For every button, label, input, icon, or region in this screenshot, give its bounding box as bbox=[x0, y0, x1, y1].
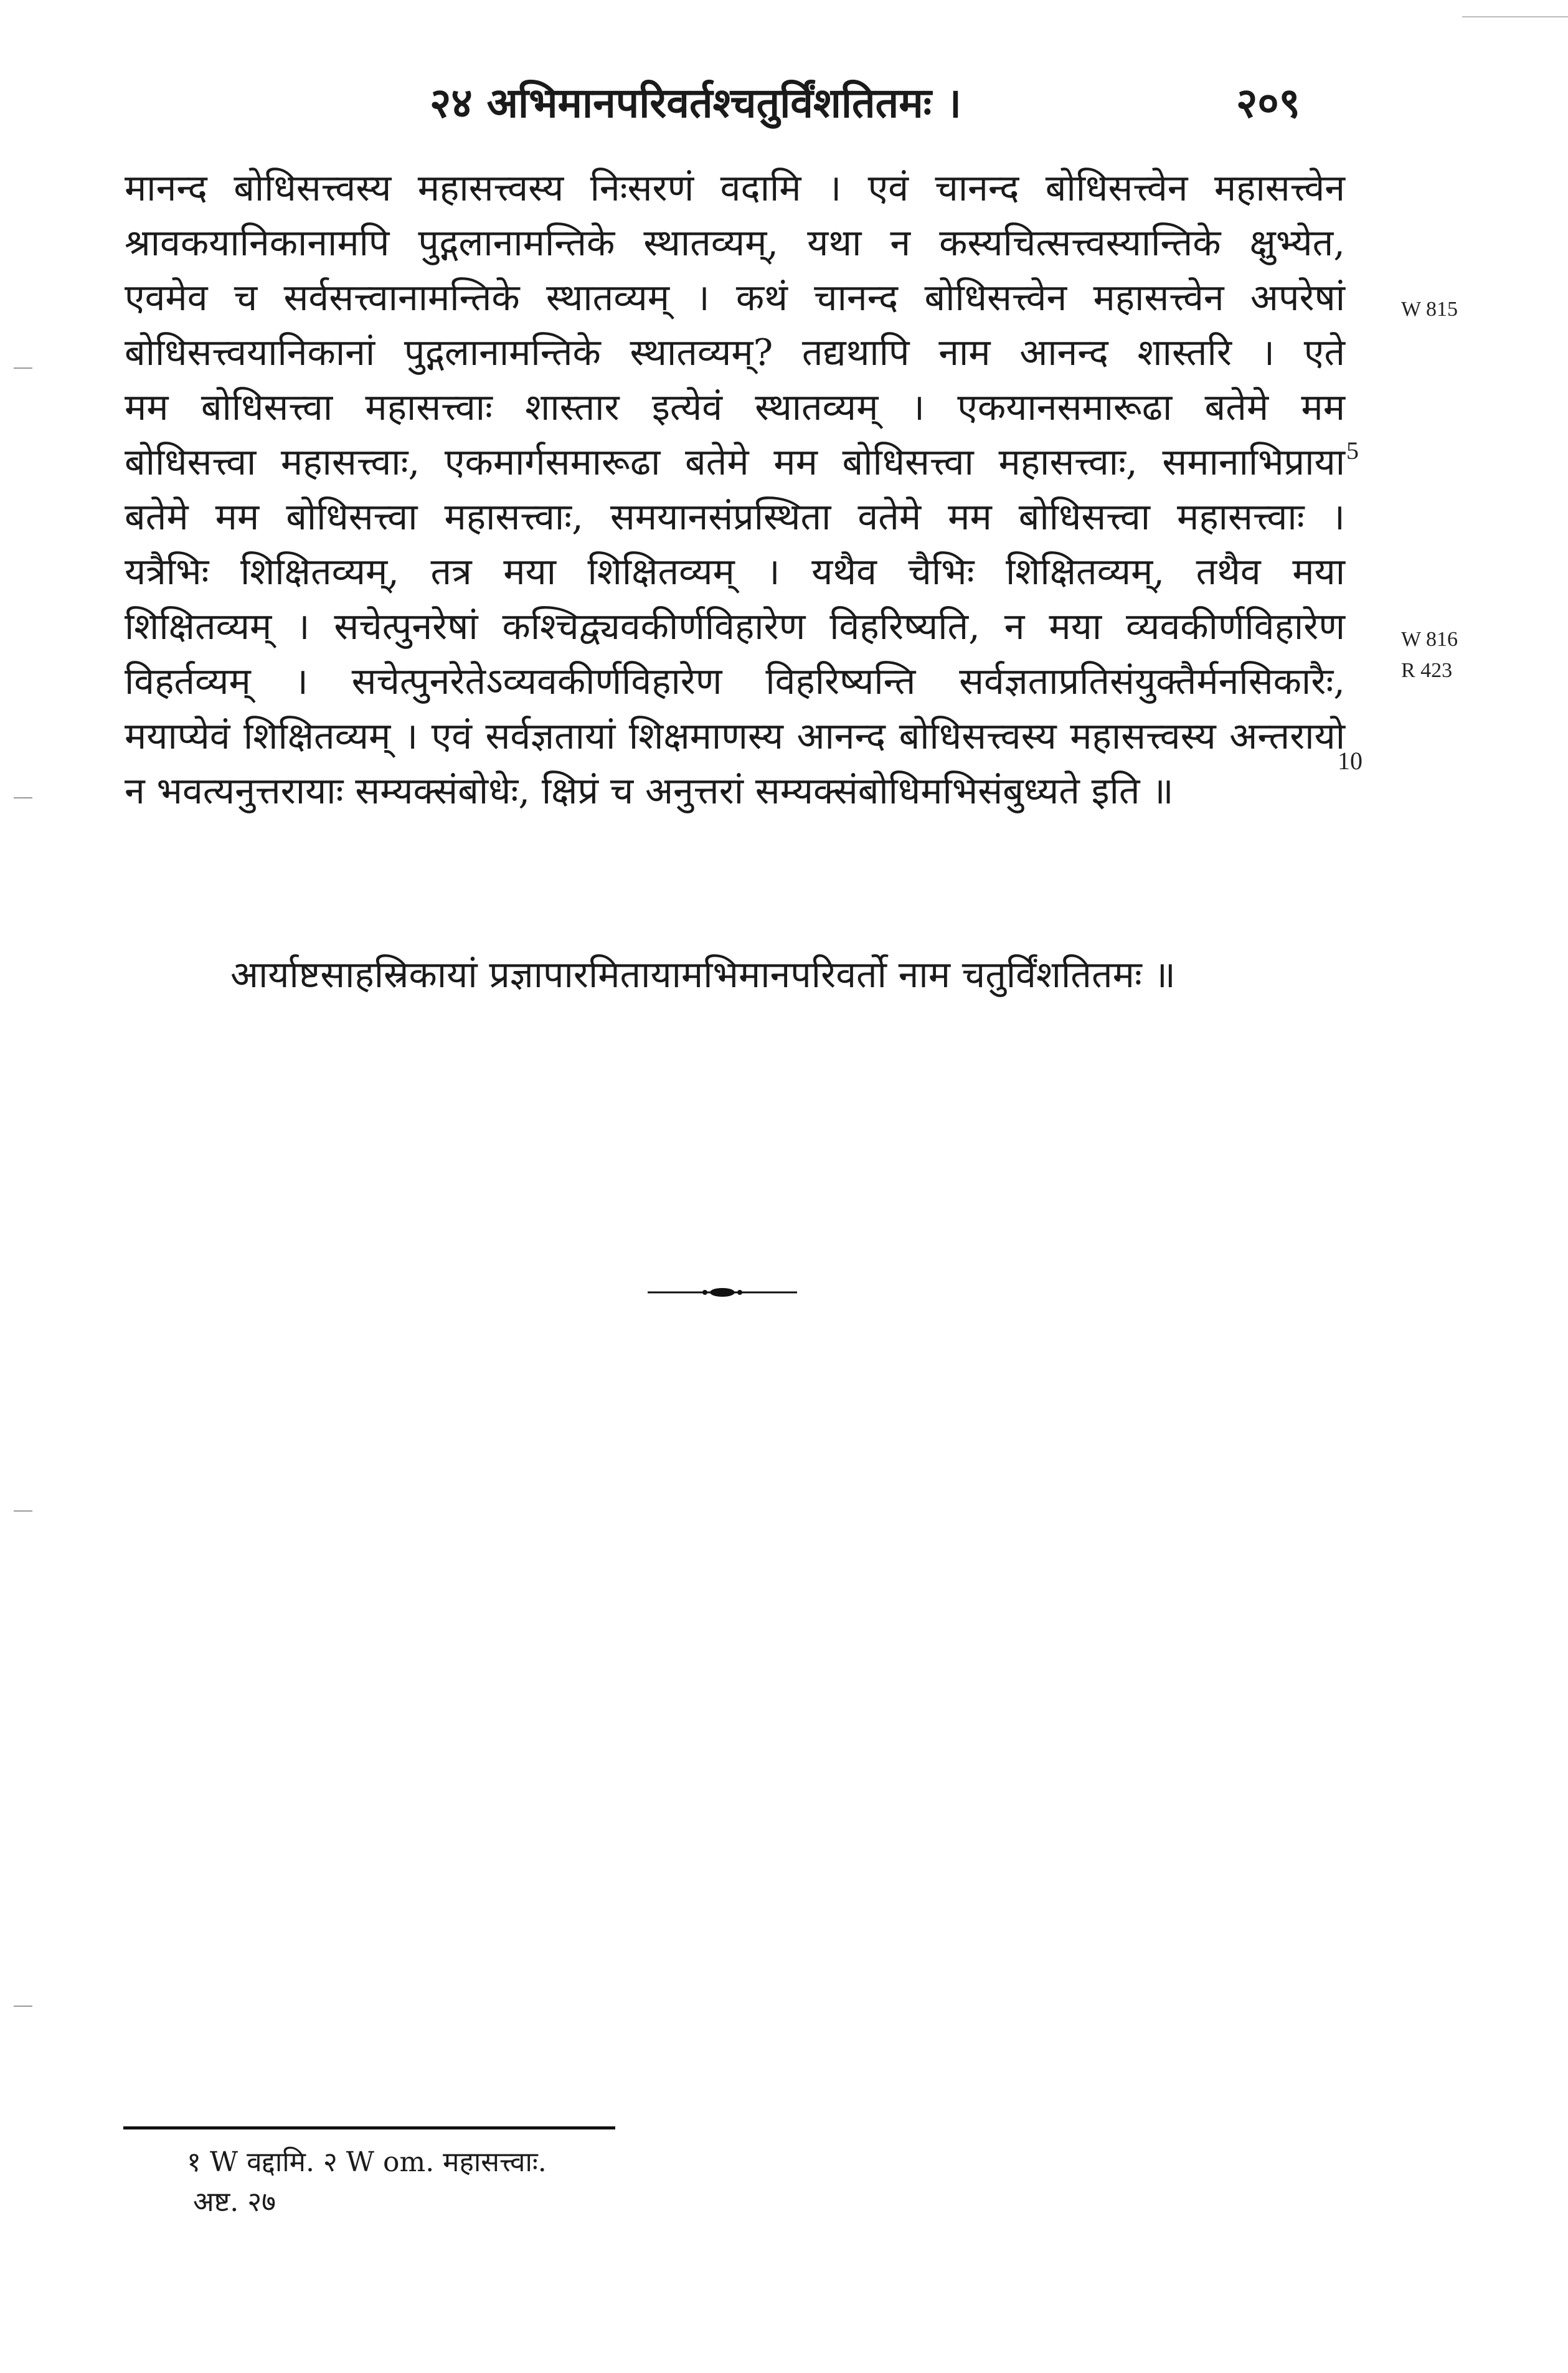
text-line: बोधिसत्त्वा महासत्त्वाः, एकमार्गसमारूढा बतेमे मम बोधिसत्त्वा महासत्त्वाः, समानाभिप्राया bbox=[125, 440, 1345, 483]
line-number-10: 10 bbox=[1338, 747, 1363, 775]
marginal-ref-w815: W 815 bbox=[1401, 298, 1458, 321]
footnote-line: १ W वद्दामि. २ W om. महासत्त्वाः. bbox=[187, 2146, 547, 2178]
text-line: मम बोधिसत्त्वा महासत्त्वाः शास्तार इत्येवं स्थातव्यम् । एकयानसमारूढा बतेमे मम bbox=[125, 386, 1345, 429]
text-line: श्रावकयानिकानामपि पुद्गलानामन्तिके स्थातव्यम्, यथा न कस्यचित्सत्त्वस्यान्तिके क्षुभ्येत, bbox=[125, 221, 1345, 264]
text-line: यत्रैभिः शिक्षितव्यम्, तत्र मया शिक्षितव्यम् । यथैव चैभिः शिक्षितव्यम्, तथैव मया bbox=[125, 550, 1345, 593]
signature-mark: अष्ट. २७ bbox=[193, 2186, 276, 2218]
text-line: बतेमे मम बोधिसत्त्वा महासत्त्वाः, समयानसंप्रस्थिता वतेमे मम बोधिसत्त्वा महासत्त्वाः । bbox=[125, 495, 1345, 538]
edge-mark bbox=[14, 2006, 32, 2007]
chapter-colophon: आर्याष्टसाहस्रिकायां प्रज्ञापारमितायामभिमानपरिवर्तो नाम चतुर्विंशतितमः ॥ bbox=[230, 953, 1176, 996]
text-line: मयाप्येवं शिक्षितव्यम् । एवं सर्वज्ञतायां शिक्षमाणस्य आनन्द बोधिसत्त्वस्य महासत्त्वस्य अन्तरायो bbox=[125, 714, 1345, 757]
line-number-5: 5 bbox=[1346, 437, 1359, 465]
text-line: एवमेव च सर्वसत्त्वानामन्तिके स्थातव्यम् । कथं चानन्द बोधिसत्त्वेन महासत्त्वेन अपरेषां bbox=[125, 276, 1345, 319]
text-line: बोधिसत्त्वयानिकानां पुद्गलानामन्तिके स्थातव्यम्? तद्यथापि नाम आनन्द शास्तरि । एते bbox=[125, 331, 1345, 374]
main-text bbox=[125, 161, 1345, 818]
text-line: न भवत्यनुत्तरायाः सम्यक्संबोधेः, क्षिप्रं च अनुत्तरां सम्यक्संबोधिमभिसंबुध्यते इति ॥ bbox=[125, 769, 1174, 812]
edge-mark bbox=[14, 367, 32, 369]
top-edge-rule bbox=[1462, 16, 1568, 17]
text-line: मानन्द बोधिसत्त्वस्य महासत्त्वस्य निःसरणं वदामि । एवं चानन्द बोधिसत्त्वेन महासत्त्वेन bbox=[125, 166, 1345, 209]
footnotes bbox=[187, 2143, 547, 2222]
running-header: २४ अभिमानपरिवर्तश्चतुर्विंशतितमः । bbox=[430, 78, 961, 127]
text-line: शिक्षितव्यम् । सचेत्पुनरेषां कश्चिद्व्यवकीर्णविहारेण विहरिष्यति, न मया व्यवकीर्णविहारेण bbox=[125, 605, 1345, 648]
marginal-ref-r423: R 423 bbox=[1401, 659, 1453, 682]
marginal-ref-w816: W 816 bbox=[1401, 628, 1458, 651]
text-line: विहर्तव्यम् । सचेत्पुनरेतेऽव्यवकीर्णविहारेण विहरिष्यन्ति सर्वज्ञताप्रतिसंयुक्तैर्मनसिकारैः, bbox=[125, 660, 1345, 703]
edge-mark bbox=[14, 797, 32, 798]
edge-mark bbox=[14, 1510, 32, 1512]
divider-ornament-icon bbox=[648, 1283, 797, 1302]
page-number: २०९ bbox=[1236, 78, 1300, 127]
footnote-rule bbox=[123, 2126, 615, 2129]
